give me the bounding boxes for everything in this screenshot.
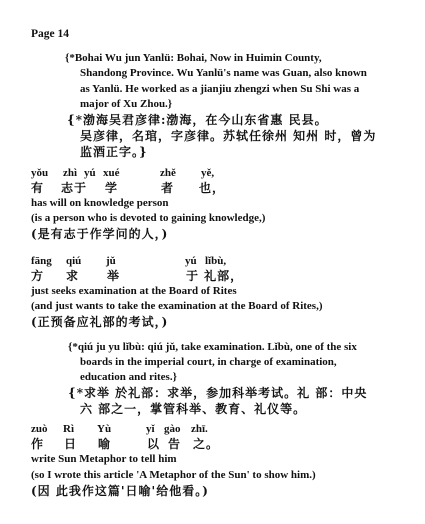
- note2-en-line-2: boards in the imperial court, in charge of examination,: [80, 356, 337, 368]
- note1-zh-line-2: 吴彦律，名琯，字彦律。苏轼任徐州 知州 时，曾为: [80, 129, 377, 143]
- block2-hanzi: [0, 269, 425, 283]
- pinyin-word: Yù: [97, 423, 112, 435]
- hanzi-word: 于 礼部，: [186, 269, 244, 283]
- hanzi-word: 喻: [98, 437, 112, 451]
- pinyin-word: gào: [164, 423, 181, 435]
- hanzi-word: 也，: [199, 181, 226, 195]
- pinyin-word: Rì: [63, 423, 74, 435]
- block2-pinyin: [0, 255, 425, 269]
- note2-zh-line-2: 六 部之一，掌管科举、教育、礼仪等。: [80, 402, 307, 416]
- block2-translation: (and just wants to take the examination at the Board of Rites,): [31, 300, 323, 312]
- pinyin-word: zhī.: [191, 423, 208, 435]
- block1-gloss: has will on knowledge person: [31, 197, 169, 209]
- pinyin-word: zuò: [31, 423, 48, 435]
- page-label: Page 14: [31, 28, 70, 40]
- pinyin-word: yú: [185, 255, 197, 267]
- pinyin-word: jǔ: [106, 255, 116, 267]
- hanzi-word: 告: [168, 437, 182, 451]
- block1-hanzi: [0, 181, 425, 195]
- hanzi-word: 日: [64, 437, 78, 451]
- note2-en-line-3: education and rites.}: [80, 371, 177, 383]
- pinyin-word: yǒu: [31, 167, 49, 179]
- block3-translation: (so I wrote this article 'A Metaphor of the Sun' to show him.): [31, 469, 316, 481]
- pinyin-word: lǐbù,: [205, 255, 227, 267]
- block2-gloss: just seeks examination at the Board of Rites: [31, 285, 237, 297]
- pinyin-word: fāng: [31, 255, 52, 267]
- pinyin-word: zhì: [63, 167, 78, 179]
- pinyin-word: yě,: [201, 167, 215, 179]
- note1-zh-line-1: {*渤海吴君彦律:渤海，在今山东省惠 民县。: [67, 113, 328, 127]
- note2-en-line-1: {*qiú ju yu lǐbù: qiú jǔ, take examination. Lǐbù, one of the six: [68, 341, 357, 353]
- hanzi-word: 以: [147, 437, 161, 451]
- hanzi-word: 有: [31, 181, 45, 195]
- hanzi-word: 举: [107, 269, 121, 283]
- block2-chinese: (正预备应礼部的考试，): [31, 315, 169, 329]
- block1-chinese: (是有志于作学问的人，): [31, 227, 169, 241]
- block1-pinyin: [0, 167, 425, 181]
- hanzi-word: 者: [161, 181, 175, 195]
- pinyin-word: yǐ: [146, 423, 155, 435]
- pinyin-word: xué: [103, 167, 120, 179]
- hanzi-word: 之。: [193, 437, 220, 451]
- block1-translation: (is a person who is devoted to gaining knowledge,): [31, 212, 266, 224]
- block3-gloss: write Sun Metaphor to tell him: [31, 453, 177, 465]
- note1-en-line-2: Shandong Province. Wu Yanlü's name was Guan, also known: [80, 67, 367, 79]
- pinyin-word: qiú: [66, 255, 82, 267]
- note1-en-line-3: as Yanlü. He worked as a jianjiu zhengzi when Su Shi was a: [80, 83, 360, 95]
- hanzi-word: 志于: [61, 181, 88, 195]
- note1-en-line-4: major of Xu Zhou.}: [80, 98, 173, 110]
- block3-chinese: (因 此我作这篇'日喻'给他看。): [31, 484, 209, 498]
- hanzi-word: 学: [105, 181, 119, 195]
- hanzi-word: 作: [31, 437, 45, 451]
- hanzi-word: 求: [66, 269, 80, 283]
- pinyin-word: yú: [84, 167, 96, 179]
- block3-pinyin: [0, 423, 425, 437]
- note2-zh-line-1: {*求举 於礼部：求举，参加科举考试。礼 部：中央: [68, 386, 368, 400]
- note1-en-line-1: {*Bohai Wu jun Yanlü: Bohai, Now in Huimin County,: [65, 52, 322, 64]
- hanzi-word: 方: [31, 269, 45, 283]
- block3-hanzi: [0, 437, 425, 451]
- note1-zh-line-3: 监酒正字。}: [80, 145, 148, 159]
- pinyin-word: zhě: [160, 167, 176, 179]
